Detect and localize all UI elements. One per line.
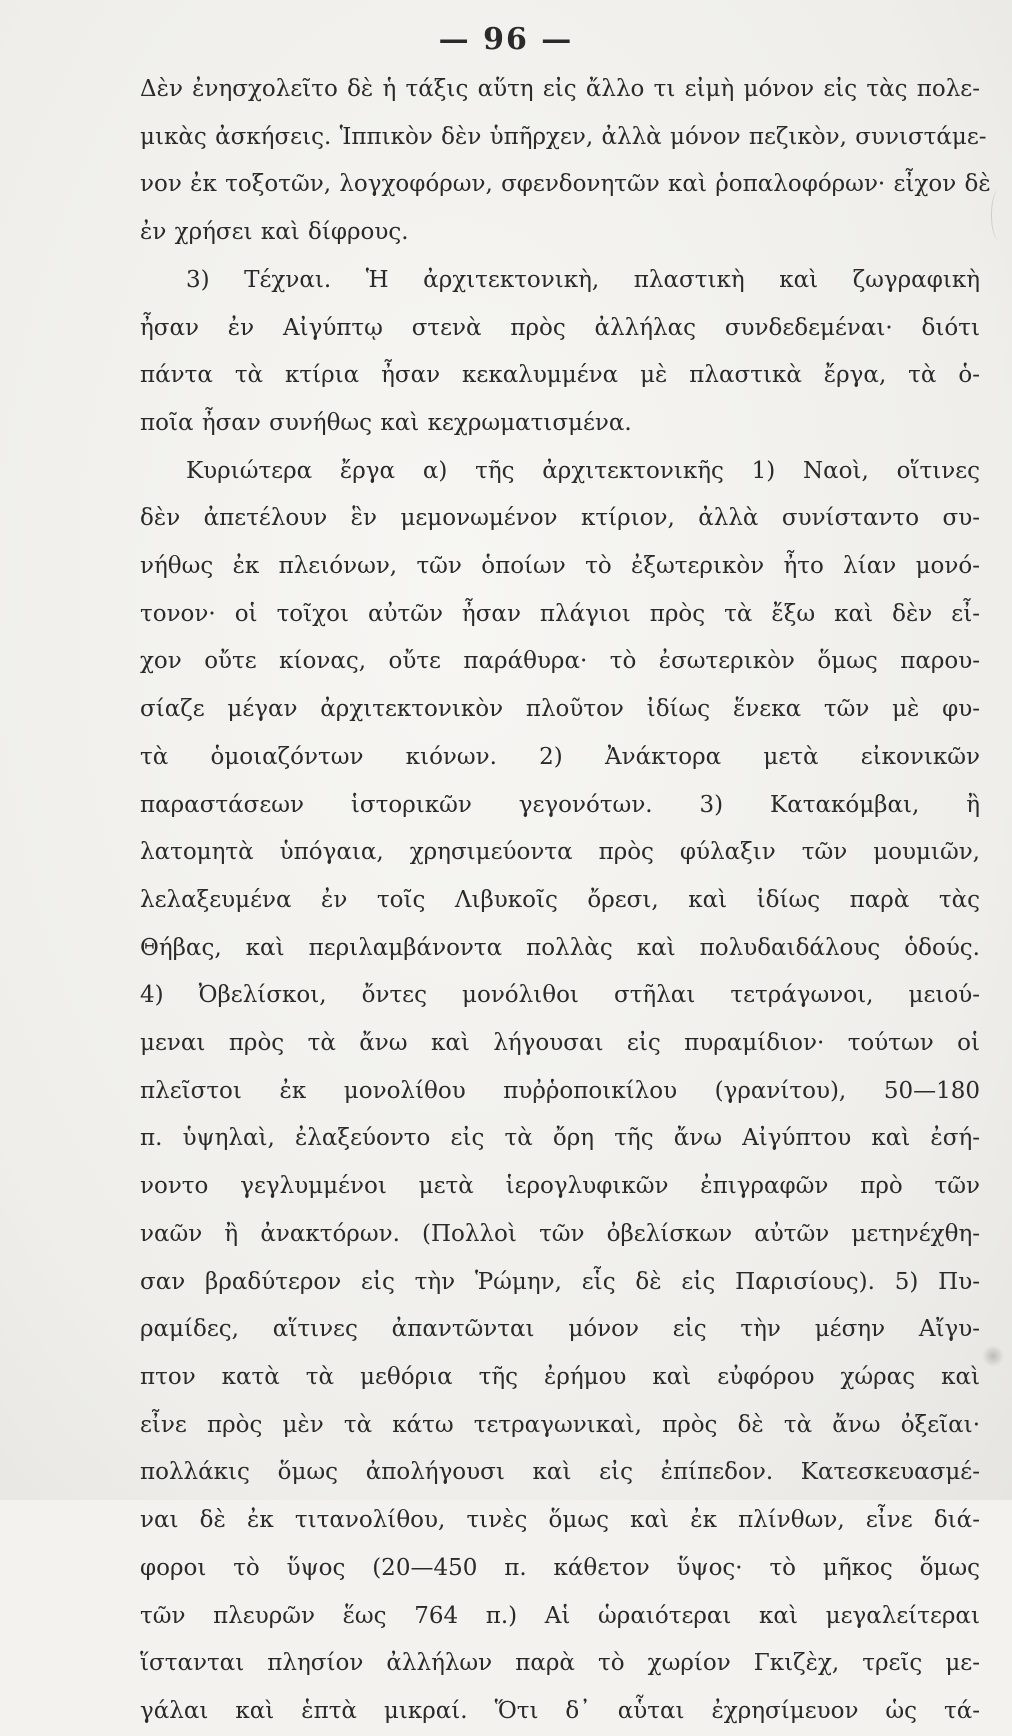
text-line: Θήβας, καὶ περιλαμβάνοντα πολλὰς καὶ πολυδαιδάλους ὁδούς. xyxy=(140,934,980,961)
text-line: σίαζε μέγαν ἀρχιτεκτονικὸν πλοῦτον ἰδίως ἕνεκα τῶν μὲ φυ- xyxy=(140,696,980,723)
text-line: ἵστανται πλησίον ἀλλήλων παρὰ τὸ χωρίον Γκιζὲχ, τρεῖς με- xyxy=(140,1650,980,1677)
text-line: ναι δὲ ἐκ τιτανολίθου, τινὲς ὅμως καὶ ἐκ πλίνθων, εἶνε διά- xyxy=(140,1507,980,1534)
body-text xyxy=(140,66,991,1736)
margin-pencil-mark xyxy=(991,190,1006,240)
text-line: μικὰς ἀσκήσεις. Ἱππικὸν δὲν ὑπῆρχεν, ἀλλὰ μόνον πεζικὸν, συνιστάμε- xyxy=(140,123,987,150)
page-number: — 96 — xyxy=(438,22,574,57)
text-line: ἦσαν ἐν Αἰγύπτῳ στενὰ πρὸς ἀλλήλας συνδεδεμέναι· διότι xyxy=(140,314,980,341)
text-line: νοντο γεγλυμμένοι μετὰ ἱερογλυφικῶν ἐπιγραφῶν πρὸ τῶν xyxy=(140,1173,980,1200)
text-line: π. ὑψηλαὶ, ἐλαξεύοντο εἰς τὰ ὄρη τῆς ἄνω Αἰγύπτου καὶ ἐσή- xyxy=(140,1125,980,1152)
text-line: ραμίδες, αἵτινες ἀπαντῶνται μόνον εἰς τὴν μέσην Αἴγυ- xyxy=(140,1316,980,1343)
text-line: τὰ ὁμοιαζόντων κιόνων. 2) Ἀνάκτορα μετὰ εἰκονικῶν xyxy=(140,743,980,770)
text-line: νον ἐκ τοξοτῶν, λογχοφόρων, σφενδονητῶν καὶ ῥοπαλοφόρων· εἶχον δὲ xyxy=(140,171,991,198)
paragraph-start-line: Κυριώτερα ἔργα α) τῆς ἀρχιτεκτονικῆς 1) Ναοὶ, οἵτινες xyxy=(186,457,980,484)
text-line: λατομητὰ ὑπόγαια, χρησιμεύοντα πρὸς φύλαξιν τῶν μουμιῶν, xyxy=(140,839,980,866)
text-line: νήθως ἐκ πλειόνων, τῶν ὁποίων τὸ ἐξωτερικὸν ἦτο λίαν μονό- xyxy=(140,553,980,580)
text-line: 4) Ὀβελίσκοι, ὄντες μονόλιθοι στῆλαι τετράγωνοι, μειού- xyxy=(140,982,980,1009)
text-line: πτον κατὰ τὰ μεθόρια τῆς ἐρήμου καὶ εὐφόρου χώρας καὶ xyxy=(140,1363,980,1390)
paper-stain xyxy=(982,1345,1004,1367)
text-line: τῶν πλευρῶν ἕως 764 π.) Αἱ ὡραιότεραι καὶ μεγαλείτεραι xyxy=(140,1602,980,1629)
text-line: πάντα τὰ κτίρια ἦσαν κεκαλυμμένα μὲ πλαστικὰ ἔργα, τὰ ὁ- xyxy=(140,362,980,389)
text-line: φοροι τὸ ὕψος (20—450 π. κάθετον ὕψος· τὸ μῆκος ὅμως xyxy=(140,1554,980,1581)
text-line: ναῶν ἢ ἀνακτόρων. (Πολλοὶ τῶν ὀβελίσκων αὐτῶν μετηνέχθη- xyxy=(140,1220,980,1247)
section-heading-line: 3) Τέχναι. Ἡ ἀρχιτεκτονικὴ, πλαστικὴ καὶ ζωγραφικὴ xyxy=(186,266,980,293)
text-line: ἐν χρήσει καὶ δίφρους. xyxy=(140,219,409,246)
text-line: χον οὔτε κίονας, οὔτε παράθυρα· τὸ ἐσωτερικὸν ὅμως παρου- xyxy=(140,648,980,675)
text-line: εἶνε πρὸς μὲν τὰ κάτω τετραγωνικαὶ, πρὸς δὲ τὰ ἄνω ὀξεῖαι· xyxy=(140,1411,980,1438)
text-line: λελαξευμένα ἐν τοῖς Λιβυκοῖς ὄρεσι, καὶ ἰδίως παρὰ τὰς xyxy=(140,886,980,913)
text-line: δὲν ἀπετέλουν ἓν μεμονωμένον κτίριον, ἀλλὰ συνίσταντο συ- xyxy=(140,505,980,532)
text-line: μεναι πρὸς τὰ ἄνω καὶ λήγουσαι εἰς πυραμίδιον· τούτων οἱ xyxy=(140,1030,980,1057)
text-line: γάλαι καὶ ἑπτὰ μικραί. Ὅτι δ᾽ αὗται ἐχρησίμευον ὡς τά- xyxy=(140,1697,980,1724)
text-line: παραστάσεων ἱστορικῶν γεγονότων. 3) Κατακόμβαι, ἢ xyxy=(140,791,980,818)
text-line: σαν βραδύτερον εἰς τὴν Ῥώμην, εἷς δὲ εἰς Παρισίους). 5) Πυ- xyxy=(140,1268,980,1295)
text-line: τονον· οἱ τοῖχοι αὐτῶν ἦσαν πλάγιοι πρὸς τὰ ἔξω καὶ δὲν εἶ- xyxy=(140,600,980,627)
text-line: Δὲν ἐνησχολεῖτο δὲ ἡ τάξις αὕτη εἰς ἄλλο τι εἰμὴ μόνον εἰς τὰς πολε- xyxy=(140,76,980,102)
text-line: πολλάκις ὅμως ἀπολήγουσι καὶ εἰς ἐπίπεδον. Κατεσκευασμέ- xyxy=(140,1459,980,1486)
text-line: πλεῖστοι ἐκ μονολίθου πυῤῥοποικίλου (γρανίτου), 50—180 xyxy=(140,1077,980,1104)
text-line: ποῖα ἦσαν συνήθως καὶ κεχρωματισμένα. xyxy=(140,409,632,436)
